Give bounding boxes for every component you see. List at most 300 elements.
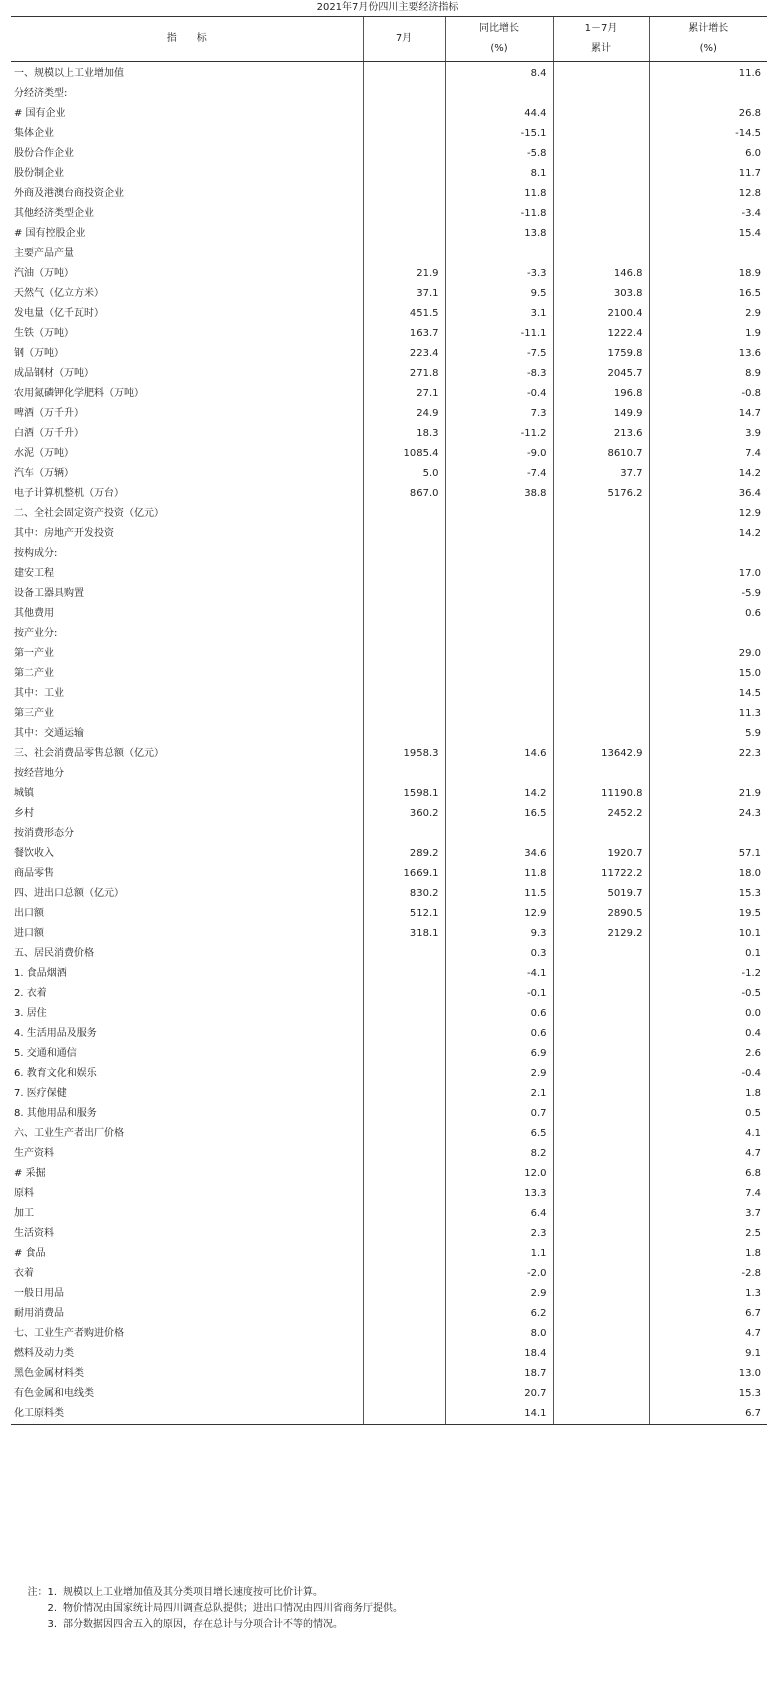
table-row bbox=[11, 184, 767, 204]
month-value-cell: 360.2 bbox=[363, 804, 445, 824]
ytd-growth-cell bbox=[649, 244, 767, 264]
table-row bbox=[11, 984, 767, 1004]
table-row bbox=[11, 584, 767, 604]
month-value-cell bbox=[363, 524, 445, 544]
yoy-growth-cell: -7.4 bbox=[445, 464, 553, 484]
ytd-growth-cell: 15.3 bbox=[649, 884, 767, 904]
ytd-growth-cell: 15.0 bbox=[649, 664, 767, 684]
ytd-value-cell bbox=[553, 1264, 649, 1284]
indicator-cell: 出口额 bbox=[14, 908, 44, 919]
ytd-value-cell bbox=[553, 1324, 649, 1344]
ytd-value-cell: 149.9 bbox=[553, 404, 649, 424]
ytd-growth-cell: 1.3 bbox=[649, 1284, 767, 1304]
ytd-value-cell: 5176.2 bbox=[553, 484, 649, 504]
indicator-cell: 电子计算机整机（万台） bbox=[14, 488, 124, 499]
ytd-value-cell bbox=[553, 1224, 649, 1244]
indicator-cell: 汽油（万吨） bbox=[14, 268, 74, 279]
ytd-value-cell bbox=[553, 1244, 649, 1264]
indicator-cell: 城镇 bbox=[14, 788, 34, 799]
ytd-value-cell: 11722.2 bbox=[553, 864, 649, 884]
ytd-value-cell bbox=[553, 1404, 649, 1425]
ytd-value-cell: 213.6 bbox=[553, 424, 649, 444]
table-header bbox=[11, 17, 767, 62]
ytd-growth-cell: 15.3 bbox=[649, 1384, 767, 1404]
ytd-growth-cell: -5.9 bbox=[649, 584, 767, 604]
footnote-item bbox=[33, 1617, 403, 1633]
ytd-growth-cell: 14.5 bbox=[649, 684, 767, 704]
table-row bbox=[11, 1024, 767, 1044]
yoy-growth-cell: 0.6 bbox=[445, 1024, 553, 1044]
footnote-text: 物价情况由国家统计局四川调查总队提供；进出口情况由四川省商务厅提供。 bbox=[63, 1603, 403, 1614]
table-row bbox=[11, 164, 767, 184]
yoy-growth-cell: 18.4 bbox=[445, 1344, 553, 1364]
month-value-cell bbox=[363, 644, 445, 664]
indicator-cell: 商品零售 bbox=[14, 868, 54, 879]
month-value-cell bbox=[363, 1344, 445, 1364]
table-body bbox=[11, 62, 767, 1425]
indicator-cell: 生产资料 bbox=[14, 1148, 54, 1159]
ytd-growth-cell bbox=[649, 84, 767, 104]
yoy-growth-cell bbox=[445, 624, 553, 644]
ytd-growth-cell: 6.0 bbox=[649, 144, 767, 164]
month-value-cell bbox=[363, 1244, 445, 1264]
yoy-growth-cell: 13.3 bbox=[445, 1184, 553, 1204]
indicator-cell: 燃料及动力类 bbox=[14, 1348, 74, 1359]
yoy-growth-cell: -0.4 bbox=[445, 384, 553, 404]
ytd-value-cell bbox=[553, 1144, 649, 1164]
month-value-cell bbox=[363, 184, 445, 204]
ytd-value-cell bbox=[553, 1124, 649, 1144]
indicator-cell: 四、进出口总额（亿元） bbox=[14, 888, 124, 899]
ytd-value-cell bbox=[553, 1204, 649, 1224]
table-row bbox=[11, 124, 767, 144]
month-value-cell bbox=[363, 62, 445, 85]
header-ytd-sub: 累计 bbox=[591, 43, 611, 54]
indicator-cell: 5. 交通和通信 bbox=[14, 1048, 77, 1059]
table-row bbox=[11, 1324, 767, 1344]
table-row bbox=[11, 1184, 767, 1204]
indicator-cell: 按构成分: bbox=[14, 548, 58, 559]
ytd-growth-cell: 22.3 bbox=[649, 744, 767, 764]
table-row bbox=[11, 224, 767, 244]
ytd-growth-cell: 10.1 bbox=[649, 924, 767, 944]
ytd-value-cell bbox=[553, 564, 649, 584]
ytd-value-cell: 1759.8 bbox=[553, 344, 649, 364]
ytd-value-cell: 13642.9 bbox=[553, 744, 649, 764]
table-row bbox=[11, 744, 767, 764]
month-value-cell bbox=[363, 244, 445, 264]
indicator-cell: 原料 bbox=[14, 1188, 34, 1199]
indicator-cell: 4. 生活用品及服务 bbox=[14, 1028, 97, 1039]
table-row bbox=[11, 244, 767, 264]
month-value-cell bbox=[363, 224, 445, 244]
yoy-growth-cell bbox=[445, 724, 553, 744]
month-value-cell: 21.9 bbox=[363, 264, 445, 284]
indicator-cell: 一、规模以上工业增加值 bbox=[14, 68, 124, 79]
indicator-cell: 第三产业 bbox=[14, 708, 54, 719]
yoy-growth-cell: -15.1 bbox=[445, 124, 553, 144]
yoy-growth-cell: 11.8 bbox=[445, 184, 553, 204]
indicator-cell: 8. 其他用品和服务 bbox=[14, 1108, 97, 1119]
indicator-table bbox=[11, 16, 767, 1425]
month-value-cell: 830.2 bbox=[363, 884, 445, 904]
yoy-growth-cell: -8.3 bbox=[445, 364, 553, 384]
month-value-cell bbox=[363, 1024, 445, 1044]
ytd-value-cell bbox=[553, 544, 649, 564]
table-row bbox=[11, 624, 767, 644]
footnote-text: 部分数据因四舍五入的原因，存在总计与分项合计不等的情况。 bbox=[63, 1619, 343, 1630]
ytd-growth-cell: 7.4 bbox=[649, 444, 767, 464]
ytd-growth-cell: 11.6 bbox=[649, 62, 767, 85]
ytd-growth-cell bbox=[649, 544, 767, 564]
footnote-item bbox=[27, 1585, 403, 1601]
indicator-cell: 其他费用 bbox=[14, 608, 54, 619]
month-value-cell: 867.0 bbox=[363, 484, 445, 504]
indicator-cell: 化工原料类 bbox=[11, 1404, 363, 1425]
ytd-growth-cell: 21.9 bbox=[649, 784, 767, 804]
ytd-growth-cell: 14.2 bbox=[649, 464, 767, 484]
ytd-value-cell bbox=[553, 224, 649, 244]
indicator-cell: 6. 教育文化和娱乐 bbox=[14, 1068, 97, 1079]
month-value-cell bbox=[363, 964, 445, 984]
month-value-cell bbox=[363, 1264, 445, 1284]
month-value-cell: 1085.4 bbox=[363, 444, 445, 464]
table-row bbox=[11, 424, 767, 444]
ytd-growth-cell: 15.4 bbox=[649, 224, 767, 244]
yoy-growth-cell bbox=[445, 564, 553, 584]
indicator-cell: 成品钢材（万吨） bbox=[14, 368, 94, 379]
ytd-growth-cell: 3.7 bbox=[649, 1204, 767, 1224]
ytd-growth-cell: 9.1 bbox=[649, 1344, 767, 1364]
ytd-growth-cell: 1.8 bbox=[649, 1084, 767, 1104]
month-value-cell bbox=[363, 704, 445, 724]
ytd-growth-cell: -2.8 bbox=[649, 1264, 767, 1284]
yoy-growth-cell: -3.3 bbox=[445, 264, 553, 284]
ytd-growth-cell: 0.6 bbox=[649, 604, 767, 624]
month-value-cell: 5.0 bbox=[363, 464, 445, 484]
table-row bbox=[11, 904, 767, 924]
yoy-growth-cell: 44.4 bbox=[445, 104, 553, 124]
ytd-growth-cell bbox=[649, 624, 767, 644]
indicator-cell: 进口额 bbox=[14, 928, 44, 939]
ytd-value-cell bbox=[553, 1364, 649, 1384]
footnote-number: 3. bbox=[47, 1619, 57, 1630]
yoy-growth-cell: 0.6 bbox=[445, 1004, 553, 1024]
ytd-value-cell bbox=[553, 504, 649, 524]
yoy-growth-cell bbox=[445, 644, 553, 664]
yoy-growth-cell: 14.1 bbox=[445, 1404, 553, 1425]
month-value-cell bbox=[363, 564, 445, 584]
ytd-value-cell bbox=[553, 704, 649, 724]
ytd-growth-cell: 12.8 bbox=[649, 184, 767, 204]
yoy-growth-cell: 0.7 bbox=[445, 1104, 553, 1124]
ytd-growth-cell: 18.9 bbox=[649, 264, 767, 284]
ytd-value-cell: 8610.7 bbox=[553, 444, 649, 464]
indicator-cell: 黑色金属材料类 bbox=[14, 1368, 84, 1379]
table-row bbox=[11, 1364, 767, 1384]
table-row bbox=[11, 864, 767, 884]
yoy-growth-cell: 8.0 bbox=[445, 1324, 553, 1344]
table-row bbox=[11, 1144, 767, 1164]
indicator-cell: 一般日用品 bbox=[14, 1288, 64, 1299]
month-value-cell: 37.1 bbox=[363, 284, 445, 304]
month-value-cell bbox=[363, 584, 445, 604]
ytd-value-cell bbox=[553, 1024, 649, 1044]
ytd-growth-cell: 0.5 bbox=[649, 1104, 767, 1124]
table-row bbox=[11, 264, 767, 284]
header-ytd-growth-label: 累计增长 bbox=[688, 23, 729, 34]
ytd-growth-cell: 14.7 bbox=[649, 404, 767, 424]
month-value-cell bbox=[363, 664, 445, 684]
ytd-value-cell: 303.8 bbox=[553, 284, 649, 304]
month-value-cell bbox=[363, 944, 445, 964]
yoy-growth-cell: 14.2 bbox=[445, 784, 553, 804]
table-row bbox=[11, 884, 767, 904]
ytd-value-cell: 37.7 bbox=[553, 464, 649, 484]
table-row bbox=[11, 704, 767, 724]
indicator-cell: 水泥（万吨） bbox=[14, 448, 74, 459]
month-value-cell bbox=[363, 124, 445, 144]
ytd-value-cell bbox=[553, 124, 649, 144]
ytd-value-cell bbox=[553, 1304, 649, 1324]
yoy-growth-cell: 2.1 bbox=[445, 1084, 553, 1104]
table-row bbox=[11, 204, 767, 224]
table-row bbox=[11, 644, 767, 664]
yoy-growth-cell: 14.6 bbox=[445, 744, 553, 764]
ytd-value-cell: 2452.2 bbox=[553, 804, 649, 824]
indicator-cell: 其中：交通运输 bbox=[14, 728, 84, 739]
ytd-value-cell bbox=[553, 604, 649, 624]
ytd-growth-cell: -14.5 bbox=[649, 124, 767, 144]
table-row bbox=[11, 304, 767, 324]
table-row bbox=[11, 384, 767, 404]
ytd-value-cell bbox=[553, 1384, 649, 1404]
ytd-growth-cell: 4.7 bbox=[649, 1144, 767, 1164]
indicator-cell: 农用氮磷钾化学肥料（万吨） bbox=[14, 388, 144, 399]
ytd-value-cell bbox=[553, 824, 649, 844]
ytd-value-cell bbox=[553, 724, 649, 744]
indicator-cell: # 食品 bbox=[14, 1248, 46, 1259]
ytd-value-cell bbox=[553, 1184, 649, 1204]
indicator-cell: # 采掘 bbox=[14, 1168, 46, 1179]
indicator-cell: 主要产品产量 bbox=[14, 248, 74, 259]
table-row bbox=[11, 1244, 767, 1264]
ytd-growth-cell: 0.1 bbox=[649, 944, 767, 964]
yoy-growth-cell: 12.0 bbox=[445, 1164, 553, 1184]
ytd-growth-cell: 0.0 bbox=[649, 1004, 767, 1024]
yoy-growth-cell bbox=[445, 664, 553, 684]
table-row bbox=[11, 464, 767, 484]
yoy-growth-cell: -11.2 bbox=[445, 424, 553, 444]
table-row bbox=[11, 1384, 767, 1404]
table-row bbox=[11, 604, 767, 624]
yoy-growth-cell: 16.5 bbox=[445, 804, 553, 824]
yoy-growth-cell bbox=[445, 684, 553, 704]
ytd-value-cell bbox=[553, 584, 649, 604]
header-ytd bbox=[553, 17, 649, 62]
ytd-value-cell bbox=[553, 184, 649, 204]
indicator-cell: 白酒（万千升） bbox=[14, 428, 84, 439]
yoy-growth-cell: 8.4 bbox=[445, 62, 553, 85]
month-value-cell bbox=[363, 1404, 445, 1425]
table-row bbox=[11, 684, 767, 704]
month-value-cell bbox=[363, 604, 445, 624]
indicator-cell: # 国有企业 bbox=[14, 108, 66, 119]
month-value-cell bbox=[363, 1164, 445, 1184]
table-row bbox=[11, 1304, 767, 1324]
table-row bbox=[11, 104, 767, 124]
ytd-value-cell: 2890.5 bbox=[553, 904, 649, 924]
indicator-cell: 2. 衣着 bbox=[14, 988, 47, 999]
table-row bbox=[11, 1224, 767, 1244]
table-row bbox=[11, 62, 767, 85]
ytd-value-cell bbox=[553, 104, 649, 124]
ytd-growth-cell: -1.2 bbox=[649, 964, 767, 984]
month-value-cell bbox=[363, 1044, 445, 1064]
month-value-cell bbox=[363, 1384, 445, 1404]
ytd-value-cell bbox=[553, 1004, 649, 1024]
table-row bbox=[11, 484, 767, 504]
header-yoy bbox=[445, 17, 553, 62]
indicator-cell: 集体企业 bbox=[14, 128, 54, 139]
ytd-growth-cell: 57.1 bbox=[649, 844, 767, 864]
yoy-growth-cell: -4.1 bbox=[445, 964, 553, 984]
month-value-cell bbox=[363, 1304, 445, 1324]
indicator-cell: 股份制企业 bbox=[14, 168, 64, 179]
yoy-growth-cell: 11.8 bbox=[445, 864, 553, 884]
ytd-growth-cell: 1.9 bbox=[649, 324, 767, 344]
ytd-value-cell: 146.8 bbox=[553, 264, 649, 284]
table-row bbox=[11, 724, 767, 744]
indicator-cell: 其他经济类型企业 bbox=[14, 208, 94, 219]
indicator-cell: 按消费形态分 bbox=[14, 828, 74, 839]
yoy-growth-cell: 2.9 bbox=[445, 1064, 553, 1084]
month-value-cell bbox=[363, 824, 445, 844]
yoy-growth-cell: 0.3 bbox=[445, 944, 553, 964]
table-row bbox=[11, 524, 767, 544]
indicator-cell: 3. 居住 bbox=[14, 1008, 47, 1019]
footnote-text: 规模以上工业增加值及其分类项目增长速度按可比价计算。 bbox=[63, 1587, 323, 1598]
table-row bbox=[11, 1404, 767, 1425]
table-row bbox=[11, 404, 767, 424]
month-value-cell: 24.9 bbox=[363, 404, 445, 424]
indicator-cell: 钢（万吨） bbox=[14, 348, 64, 359]
table-row bbox=[11, 924, 767, 944]
table-row bbox=[11, 1284, 767, 1304]
indicator-cell: 7. 医疗保健 bbox=[14, 1088, 67, 1099]
indicator-cell: 发电量（亿千瓦时） bbox=[14, 308, 104, 319]
month-value-cell bbox=[363, 144, 445, 164]
table-row bbox=[11, 944, 767, 964]
month-value-cell: 1958.3 bbox=[363, 744, 445, 764]
ytd-growth-cell: 14.2 bbox=[649, 524, 767, 544]
table-row bbox=[11, 364, 767, 384]
yoy-growth-cell: 2.9 bbox=[445, 1284, 553, 1304]
ytd-value-cell: 11190.8 bbox=[553, 784, 649, 804]
month-value-cell bbox=[363, 1284, 445, 1304]
ytd-value-cell bbox=[553, 964, 649, 984]
ytd-value-cell bbox=[553, 1084, 649, 1104]
yoy-growth-cell: 8.1 bbox=[445, 164, 553, 184]
table-row bbox=[11, 1004, 767, 1024]
ytd-growth-cell: 11.7 bbox=[649, 164, 767, 184]
indicator-cell: 耐用消费品 bbox=[14, 1308, 64, 1319]
ytd-growth-cell: 6.8 bbox=[649, 1164, 767, 1184]
month-value-cell: 512.1 bbox=[363, 904, 445, 924]
ytd-value-cell: 2129.2 bbox=[553, 924, 649, 944]
month-value-cell bbox=[363, 1144, 445, 1164]
footnote-item bbox=[33, 1601, 403, 1617]
page-title: 2021年7月份四川主要经济指标 bbox=[316, 2, 459, 13]
table-row bbox=[11, 1104, 767, 1124]
indicator-cell: 股份合作企业 bbox=[14, 148, 74, 159]
indicator-cell: 外商及港澳台商投资企业 bbox=[14, 188, 124, 199]
indicator-cell: 七、工业生产者购进价格 bbox=[14, 1328, 124, 1339]
indicator-cell: 六、工业生产者出厂价格 bbox=[14, 1128, 124, 1139]
footnotes bbox=[27, 1585, 403, 1633]
yoy-growth-cell: -9.0 bbox=[445, 444, 553, 464]
month-value-cell bbox=[363, 684, 445, 704]
month-value-cell: 223.4 bbox=[363, 344, 445, 364]
yoy-growth-cell: 7.3 bbox=[445, 404, 553, 424]
header-yoy-label: 同比增长 bbox=[479, 23, 519, 34]
table-row bbox=[11, 1044, 767, 1064]
month-value-cell bbox=[363, 544, 445, 564]
month-value-cell bbox=[363, 624, 445, 644]
yoy-growth-cell bbox=[445, 584, 553, 604]
ytd-growth-cell: 13.6 bbox=[649, 344, 767, 364]
table-row bbox=[11, 1064, 767, 1084]
table-row bbox=[11, 804, 767, 824]
month-value-cell bbox=[363, 1224, 445, 1244]
ytd-value-cell bbox=[553, 764, 649, 784]
indicator-cell: 啤酒（万千升） bbox=[14, 408, 84, 419]
ytd-value-cell bbox=[553, 1344, 649, 1364]
yoy-growth-cell: -2.0 bbox=[445, 1264, 553, 1284]
indicator-cell: 第一产业 bbox=[14, 648, 54, 659]
indicator-cell: 加工 bbox=[14, 1208, 34, 1219]
ytd-growth-cell: 6.7 bbox=[649, 1404, 767, 1425]
header-ytd-growth-unit: (%) bbox=[699, 43, 717, 54]
yoy-growth-cell bbox=[445, 504, 553, 524]
table-row bbox=[11, 444, 767, 464]
indicator-cell: 有色金属和电线类 bbox=[14, 1388, 94, 1399]
yoy-growth-cell: 6.9 bbox=[445, 1044, 553, 1064]
yoy-growth-cell: -0.1 bbox=[445, 984, 553, 1004]
yoy-growth-cell: 18.7 bbox=[445, 1364, 553, 1384]
indicator-cell: 按经营地分 bbox=[14, 768, 64, 779]
ytd-value-cell bbox=[553, 244, 649, 264]
indicator-cell: 生铁（万吨） bbox=[14, 328, 74, 339]
month-value-cell: 318.1 bbox=[363, 924, 445, 944]
ytd-value-cell bbox=[553, 644, 649, 664]
ytd-value-cell bbox=[553, 1164, 649, 1184]
ytd-growth-cell: 29.0 bbox=[649, 644, 767, 664]
table-row bbox=[11, 564, 767, 584]
table-row bbox=[11, 1344, 767, 1364]
month-value-cell bbox=[363, 1364, 445, 1384]
yoy-growth-cell: 34.6 bbox=[445, 844, 553, 864]
yoy-growth-cell: 8.2 bbox=[445, 1144, 553, 1164]
yoy-growth-cell: 2.3 bbox=[445, 1224, 553, 1244]
header-indicator: 指 标 bbox=[11, 17, 363, 62]
ytd-value-cell bbox=[553, 144, 649, 164]
indicator-cell: 其中：工业 bbox=[14, 688, 64, 699]
yoy-growth-cell bbox=[445, 244, 553, 264]
indicator-cell: 设备工器具购置 bbox=[14, 588, 84, 599]
ytd-growth-cell bbox=[649, 824, 767, 844]
yoy-growth-cell bbox=[445, 824, 553, 844]
